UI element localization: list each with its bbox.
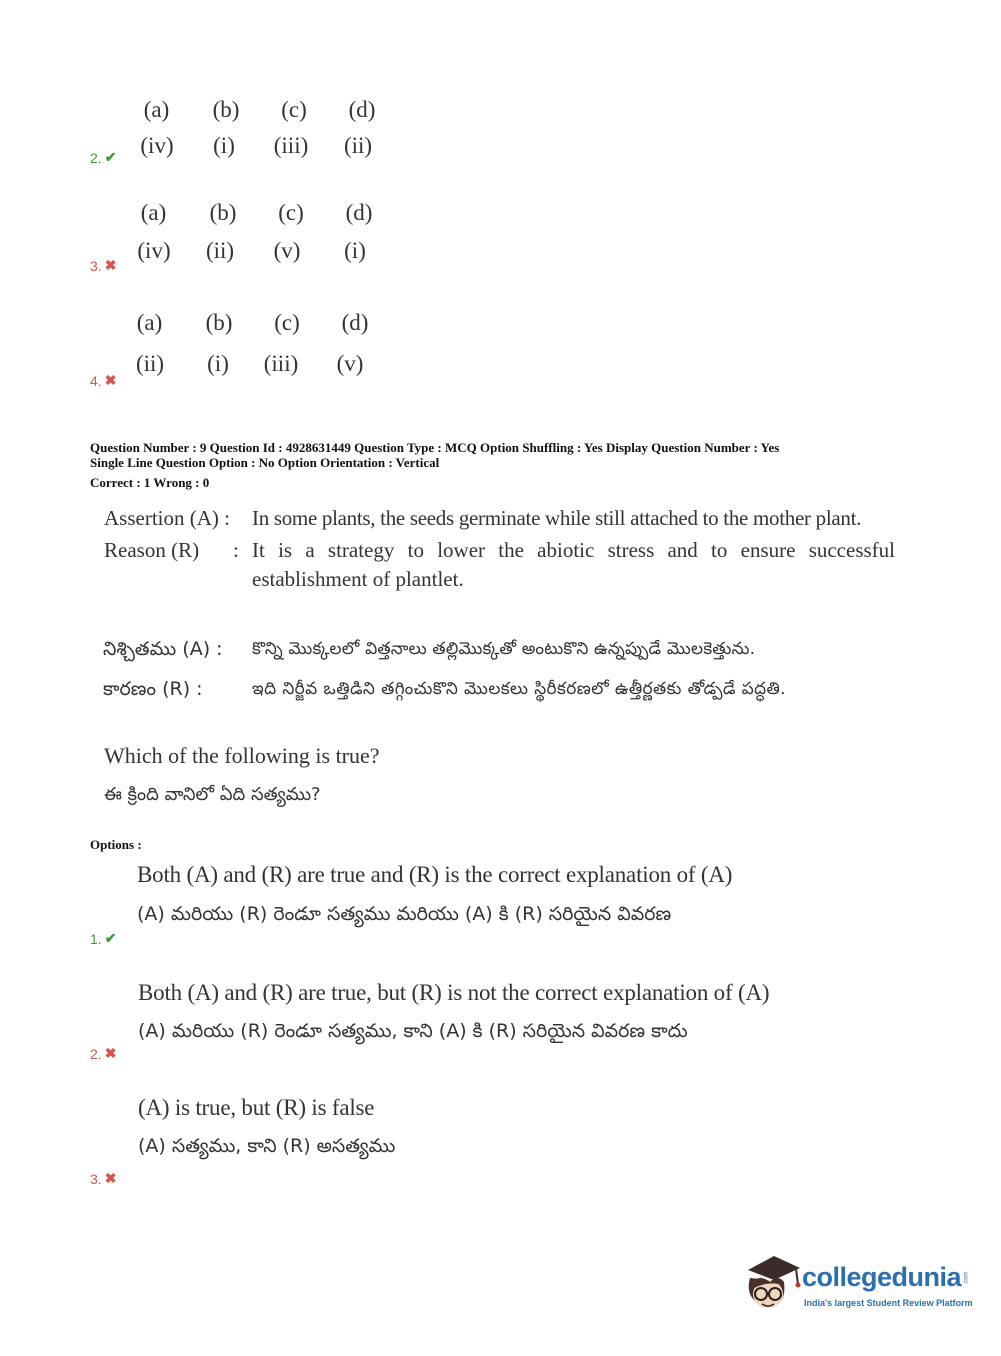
- match-value-row: (iv) (i) (iii) (ii): [140, 133, 373, 158]
- option-number: 3. ✖: [90, 257, 117, 274]
- question-meta-line-1: Question Number : 9 Question Id : 4928631449 Question Type : MCQ Option Shuffling : Yes Display Question Number : Yes: [90, 440, 780, 455]
- option-text: (A) is true, but (R) is false: [138, 1095, 375, 1120]
- mascot-icon: [740, 1252, 802, 1314]
- match-value-row: (iv) (ii) (v) (i): [137, 238, 366, 263]
- question-prompt: Which of the following is true?: [104, 743, 380, 768]
- assertion-label-te: నిశ్చితము (A) :: [103, 638, 223, 660]
- question-meta-line-3: Correct : 1 Wrong : 0: [90, 475, 210, 490]
- assertion-text-te: కొన్ని మొక్కలలో విత్తనాలు తల్లిమొక్కతో అంటుకొని ఉన్నప్పుడే మొలకెత్తును.: [252, 639, 756, 659]
- check-icon: ✔: [104, 149, 117, 165]
- reason-label: Reason (R): [104, 538, 200, 562]
- match-value-row: (ii) (i) (iii) (v): [135, 351, 364, 376]
- reason-text: It is a strategy to lower the abiotic stress and to ensure successful establishment of plantlet.: [252, 538, 895, 591]
- option-text: Both (A) and (R) are true and (R) is the correct explanation of (A): [137, 862, 733, 887]
- check-icon: ✔: [104, 930, 117, 946]
- reason-text-te: ఇది నిర్జీవ ఒత్తిడిని తగ్గించుకొని మొలకలు స్థిరీకరణలో ఉత్తీర్ణతకు తోడ్పడే పద్ధతి.: [252, 679, 786, 699]
- cross-icon: ✖: [104, 257, 117, 273]
- cross-icon: ✖: [104, 1170, 117, 1186]
- options-label: Options :: [90, 837, 142, 852]
- cross-icon: ✖: [104, 372, 117, 388]
- option-text-te: (A) సత్యము, కాని (R) అసత్యము: [138, 1135, 396, 1157]
- option-number: 3. ✖: [90, 1170, 117, 1187]
- option-number: 2. ✔: [90, 149, 117, 166]
- assertion-label: Assertion (A) :: [104, 506, 230, 530]
- option-text: Both (A) and (R) are true, but (R) is not the correct explanation of (A): [138, 980, 770, 1005]
- match-header-row: (a) (b) (c) (d): [143, 97, 376, 122]
- match-header-row: (a) (b) (c) (d): [136, 310, 369, 335]
- option-number: 4. ✖: [90, 372, 117, 389]
- option-number: 1. ✔: [90, 930, 117, 947]
- question-meta-line-2: Single Line Question Option : No Option Orientation : Vertical: [90, 455, 440, 470]
- assertion-text: In some plants, the seeds germinate while still attached to the mother plant.: [252, 506, 862, 530]
- reason-colon: :: [233, 538, 239, 562]
- collegedunia-logo: collegedunia .com India's largest Student Review Platform: [740, 1250, 975, 1320]
- match-header-row: (a) (b) (c) (d): [140, 200, 373, 225]
- question-prompt-te: ఈ క్రింది వానిలో ఏది సత్యము?: [104, 784, 321, 805]
- option-text-te: (A) మరియు (R) రెండూ సత్యము మరియు (A) కి (R) సరియైన వివరణ: [137, 903, 672, 925]
- reason-label-te: కారణం (R) :: [103, 678, 203, 700]
- option-text-te: (A) మరియు (R) రెండూ సత్యము, కాని (A) కి (R) సరియైన వివరణ కాదు: [138, 1020, 688, 1042]
- option-number: 2. ✖: [90, 1045, 117, 1062]
- cross-icon: ✖: [104, 1045, 117, 1061]
